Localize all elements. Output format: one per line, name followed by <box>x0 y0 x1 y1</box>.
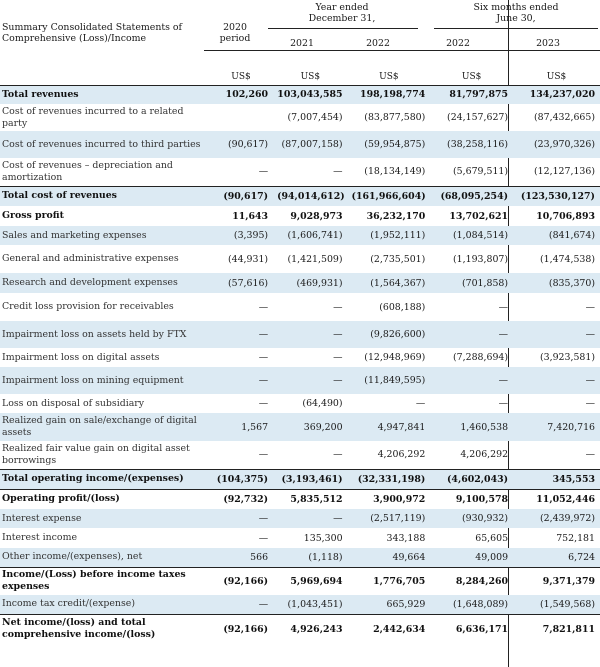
six-months-line1: Six months ended <box>473 2 559 13</box>
col-2022-half-header: 2022 <box>446 38 470 49</box>
value-cell: — <box>209 321 273 348</box>
value-cell: (1,648,089) <box>430 595 513 614</box>
value-cell: — <box>258 166 269 178</box>
value-cell: 4,206,292 <box>377 449 426 461</box>
value-cell: (87,432,665) <box>534 112 595 123</box>
period-2020-header <box>204 22 266 44</box>
value-cell: (1,564,367) <box>348 273 431 293</box>
table-row <box>0 348 600 367</box>
row-label: Other income/(expenses), net <box>0 548 209 567</box>
value-cell: — <box>585 449 595 461</box>
table-row <box>0 614 600 644</box>
value-cell: (1,474,538) <box>539 253 595 265</box>
value-cell: (2,517,119) <box>348 509 431 528</box>
value-cell: (1,952,111) <box>348 226 431 245</box>
value-cell: (59,954,875) <box>348 131 431 158</box>
value-cell: 36,232,170 <box>366 210 426 222</box>
row-label: Cost of revenues incurred to third parties <box>0 131 209 158</box>
table-row <box>0 528 600 548</box>
value-cell: — <box>209 595 273 614</box>
value-cell: 10,706,893 <box>536 210 595 222</box>
value-cell: (92,166) <box>209 567 273 595</box>
value-cell: 13,702,621 <box>449 210 509 222</box>
value-cell: — <box>333 166 343 178</box>
value-cell: (68,095,254) <box>430 186 513 206</box>
col-2023-half-header: 2023 <box>536 38 560 49</box>
value-cell: (92,166) <box>209 614 273 644</box>
value-cell: 103,043,585 <box>273 85 347 104</box>
table-row <box>0 509 600 528</box>
value-cell: (1,043,451) <box>273 595 347 614</box>
period-2020-label: period <box>219 33 251 44</box>
value-cell: 81,797,875 <box>430 85 513 104</box>
value-cell: (4,602,043) <box>430 469 513 489</box>
value-cell: (841,674) <box>513 226 600 245</box>
value-cell: (2,735,501) <box>370 253 426 265</box>
currency-cell-label <box>0 69 209 85</box>
value-cell: — <box>333 352 343 363</box>
value-cell: (2,439,972) <box>513 509 600 528</box>
row-label: Research and development expenses <box>0 273 209 293</box>
currency-cell: US$ <box>348 69 431 85</box>
value-cell: (608,188) <box>379 301 426 313</box>
value-cell: (1,421,509) <box>287 253 343 265</box>
row-label: Interest expense <box>0 509 209 528</box>
header-bottom-rule <box>204 50 600 51</box>
value-cell: (1,084,514) <box>430 226 513 245</box>
row-label: Loss on disposal of subsidiary <box>2 397 145 409</box>
table-row <box>0 104 600 131</box>
value-cell: — <box>258 398 269 409</box>
value-cell: — <box>430 321 513 348</box>
value-cell: — <box>258 449 269 461</box>
value-cell: (161,966,604) <box>348 186 431 206</box>
six-months-header <box>434 2 598 24</box>
value-cell: (32,331,198) <box>348 469 431 489</box>
table-row <box>0 321 600 348</box>
value-cell: (469,931) <box>273 273 347 293</box>
value-cell: (5,679,511) <box>453 166 509 178</box>
row-label: Cost of revenues incurred to a related party <box>2 105 184 129</box>
table-row <box>0 367 600 394</box>
value-cell: (90,617) <box>209 186 273 206</box>
value-cell: 49,009 <box>430 548 513 567</box>
value-cell: — <box>498 398 509 409</box>
year-ended-header <box>266 2 418 24</box>
value-cell: (83,877,580) <box>364 112 426 123</box>
row-label: Credit loss provision for receivables <box>2 301 174 312</box>
value-cell: (7,007,454) <box>287 112 343 123</box>
value-cell <box>209 104 273 131</box>
value-cell: (9,826,600) <box>348 321 431 348</box>
value-cell: — <box>273 367 347 394</box>
table-row <box>0 131 600 158</box>
value-cell: 1,567 <box>209 413 273 441</box>
value-cell: — <box>258 532 269 544</box>
row-label: General and administrative expenses <box>2 253 179 264</box>
table-row <box>0 206 600 226</box>
table-title <box>2 22 202 44</box>
value-cell: 9,100,578 <box>430 489 513 509</box>
value-cell: 2,442,634 <box>348 614 431 644</box>
row-label: Gross profit <box>2 210 64 221</box>
value-cell: (1,606,741) <box>273 226 347 245</box>
value-cell: — <box>415 398 426 409</box>
value-cell: (835,370) <box>513 273 600 293</box>
year-ended-underline <box>268 28 418 29</box>
value-cell: (7,288,694) <box>453 352 509 363</box>
table-row <box>0 489 600 509</box>
table-row <box>0 548 600 567</box>
value-cell: 102,260 <box>209 85 273 104</box>
row-label: Impairment loss on mining equipment <box>0 367 209 394</box>
period-2020-year: 2020 <box>223 22 247 33</box>
currency-cell: US$ <box>513 69 600 85</box>
value-cell: 345,553 <box>513 469 600 489</box>
currency-cell: US$ <box>273 69 347 85</box>
value-cell: (1,193,807) <box>453 253 509 265</box>
row-label: Income tax credit/(expense) <box>0 595 209 614</box>
row-label: Impairment loss on digital assets <box>2 351 160 363</box>
value-cell: (12,127,136) <box>534 166 595 178</box>
table-row <box>0 226 600 245</box>
value-cell: — <box>273 321 347 348</box>
row-label: Total operating income/(expenses) <box>0 469 209 489</box>
value-cell: 752,181 <box>556 532 595 544</box>
value-cell: 9,028,973 <box>290 210 343 222</box>
value-cell: — <box>333 449 343 461</box>
value-cell: 135,300 <box>303 532 343 544</box>
value-cell: 4,926,243 <box>273 614 347 644</box>
statements-table <box>0 69 600 644</box>
value-cell: 7,420,716 <box>513 413 600 441</box>
table-title-line1: Summary Consolidated Statements of <box>2 22 183 33</box>
col-2022-header: 2022 <box>366 38 390 49</box>
value-cell: (92,732) <box>209 489 273 509</box>
value-cell: (1,549,568) <box>513 595 600 614</box>
value-cell: (44,931) <box>227 253 269 265</box>
value-cell: (930,932) <box>430 509 513 528</box>
value-cell: 343,188 <box>386 532 426 544</box>
value-cell: — <box>209 509 273 528</box>
value-cell: (1,118) <box>273 548 347 567</box>
value-cell: 566 <box>209 548 273 567</box>
table-row <box>0 245 600 273</box>
value-cell: (3,923,581) <box>539 352 595 363</box>
row-label: Realized fair value gain on digital asset borrowings <box>2 442 190 466</box>
value-cell: — <box>273 509 347 528</box>
value-cell: 8,284,260 <box>430 567 513 595</box>
table-row <box>0 441 600 469</box>
value-cell: (24,157,627) <box>447 112 509 123</box>
value-cell: (38,258,116) <box>430 131 513 158</box>
value-cell: 1,460,538 <box>430 413 513 441</box>
table-row <box>0 394 600 413</box>
year-ended-line2: December 31, <box>308 13 376 24</box>
value-cell: — <box>513 321 600 348</box>
value-cell: — <box>513 367 600 394</box>
row-label: Total revenues <box>0 85 209 104</box>
value-cell: 11,052,446 <box>513 489 600 509</box>
table-row <box>0 158 600 186</box>
row-label: Operating profit/(loss) <box>0 489 209 509</box>
col-2021-header: 2021 <box>290 38 314 49</box>
row-label: Cost of revenues – depreciation and amortization <box>2 159 173 183</box>
value-cell: 369,200 <box>273 413 347 441</box>
value-cell: 65,605 <box>475 532 509 544</box>
value-cell: (123,530,127) <box>513 186 600 206</box>
table-row <box>0 413 600 441</box>
currency-cell: US$ <box>430 69 513 85</box>
value-cell: 4,947,841 <box>348 413 431 441</box>
value-cell: (3,193,461) <box>273 469 347 489</box>
table-title-line2: Comprehensive (Loss)/Income <box>2 33 147 44</box>
value-cell: — <box>333 301 343 313</box>
value-cell: (3,395) <box>209 226 273 245</box>
value-cell: (94,014,612) <box>273 186 347 206</box>
value-cell: — <box>430 367 513 394</box>
value-cell: 6,636,171 <box>430 614 513 644</box>
six-months-underline <box>434 28 598 29</box>
value-cell: — <box>585 398 595 409</box>
row-label: Impairment loss on assets held by FTX <box>0 321 209 348</box>
table-row <box>0 85 600 104</box>
value-cell: — <box>585 301 595 313</box>
value-cell: 3,900,972 <box>348 489 431 509</box>
value-cell: (90,617) <box>209 131 273 158</box>
value-cell: 7,821,811 <box>513 614 600 644</box>
value-cell: 11,643 <box>232 210 269 222</box>
value-cell: 5,969,694 <box>273 567 347 595</box>
row-label: Total cost of revenues <box>0 186 209 206</box>
row-label: Realized gain on sale/exchange of digital assets <box>0 413 209 441</box>
value-cell: (11,849,595) <box>348 367 431 394</box>
value-cell: (57,616) <box>209 273 273 293</box>
value-cell: — <box>209 367 273 394</box>
value-cell: 4,206,292 <box>460 449 509 461</box>
value-cell: (23,970,326) <box>513 131 600 158</box>
value-cell: (64,490) <box>302 398 343 409</box>
value-cell: (104,375) <box>209 469 273 489</box>
table-row <box>0 186 600 206</box>
table-row <box>0 273 600 293</box>
row-label: Net income/(loss) and total comprehensive income/(loss) <box>0 614 209 644</box>
value-cell: — <box>258 301 269 313</box>
value-cell: (18,134,149) <box>364 166 426 178</box>
value-cell: (87,007,158) <box>273 131 347 158</box>
value-cell: — <box>498 301 509 313</box>
value-cell: — <box>258 352 269 363</box>
value-cell: 1,776,705 <box>348 567 431 595</box>
value-cell: (12,948,969) <box>364 352 426 363</box>
value-cell: 665,929 <box>348 595 431 614</box>
value-cell: 49,664 <box>348 548 431 567</box>
table-row <box>0 595 600 614</box>
year-ended-line1: Year ended <box>315 2 369 13</box>
table-row <box>0 567 600 595</box>
value-cell: 9,371,379 <box>513 567 600 595</box>
six-months-line2: June 30, <box>496 13 536 24</box>
value-cell: (701,858) <box>430 273 513 293</box>
currency-cell: US$ <box>209 69 273 85</box>
row-label: Interest income <box>2 532 78 543</box>
row-label: Income/(Loss) before income taxes expenses <box>0 567 209 595</box>
value-cell: 5,835,512 <box>273 489 347 509</box>
value-cell: 134,237,020 <box>513 85 600 104</box>
value-cell: 198,198,774 <box>348 85 431 104</box>
row-label: Sales and marketing expenses <box>0 226 209 245</box>
currency-row <box>0 69 600 85</box>
table-row <box>0 293 600 321</box>
table-row <box>0 469 600 489</box>
value-cell: 6,724 <box>513 548 600 567</box>
